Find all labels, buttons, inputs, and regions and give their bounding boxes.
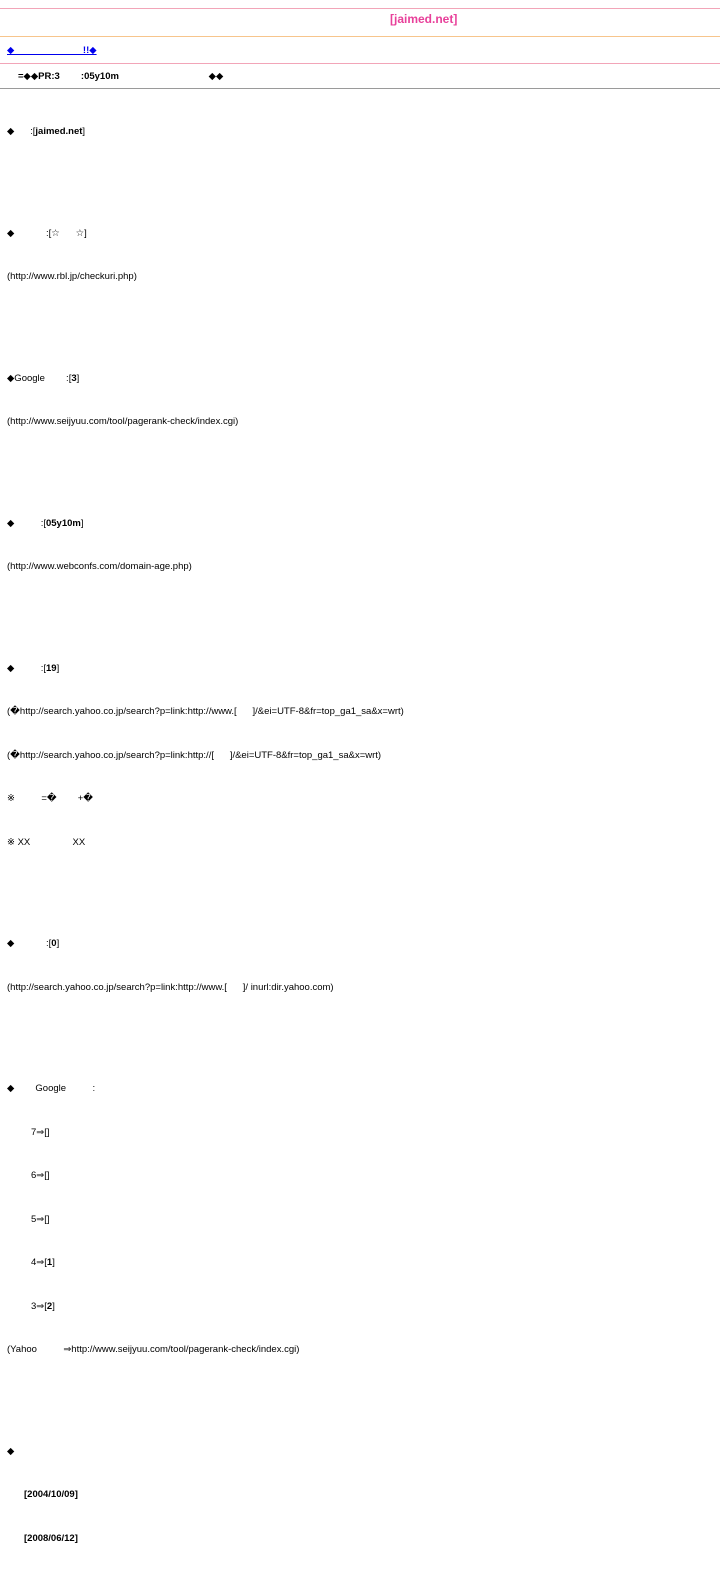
pr-row-7: 7⇒[] bbox=[31, 1126, 50, 1138]
stats-summary: =◆◆PR:3 :05y10m ◆◆ bbox=[18, 71, 224, 82]
checkuri-url: (http://www.rbl.jp/checkuri.php) bbox=[7, 271, 137, 282]
header-divider bbox=[0, 36, 720, 37]
google-dist-row: ◆ Google : bbox=[7, 1083, 96, 1094]
link-divider bbox=[0, 63, 720, 64]
google-dist-footer: (Yahoo ⇒http://www.seijyuu.com/tool/pagerank-check/index.cgi) bbox=[7, 1344, 300, 1355]
backlinks-note: ※ =� +� bbox=[7, 793, 94, 804]
domain-age-row: ◆ :[05y10m] bbox=[7, 517, 84, 529]
dir-links-url: (http://search.yahoo.co.jp/search?p=link:http://www.[ ]/ inurl:dir.yahoo.com) bbox=[7, 981, 334, 993]
top-divider bbox=[0, 8, 720, 9]
dates-diamond: ◆ bbox=[7, 1445, 15, 1457]
backlinks-row: ◆ :[19] bbox=[7, 662, 60, 674]
checkuri-row: ◆ :[☆ ☆] bbox=[7, 227, 87, 239]
backlinks-url-www: (�http://search.yahoo.co.jp/search?p=link:http://www.[ ]/&ei=UTF-8&fr=top_ga1_sa&x=wrt) bbox=[7, 706, 404, 717]
top-link[interactable]: ◆ !!◆ bbox=[7, 45, 97, 56]
pr-row-3: 3⇒[2] bbox=[31, 1300, 55, 1312]
domain-row: ◆ :[jaimed.net] bbox=[7, 126, 86, 137]
pr-row-6: 6⇒[] bbox=[31, 1170, 50, 1181]
pr-row-4: 4⇒[1] bbox=[31, 1257, 55, 1268]
domain-age-url: (http://www.webconfs.com/domain-age.php) bbox=[7, 561, 192, 572]
backlinks-note-xx: ※ XX XX bbox=[7, 836, 86, 848]
pr-row-5: 5⇒[] bbox=[31, 1213, 50, 1225]
google-pr-row: ◆Google :[3] bbox=[7, 372, 80, 384]
report-content bbox=[7, 96, 404, 1575]
stats-divider bbox=[0, 88, 720, 89]
date-first: [2004/10/09] bbox=[24, 1489, 78, 1500]
google-pr-url: (http://www.seijyuu.com/tool/pagerank-check/index.cgi) bbox=[7, 416, 239, 427]
date-second: [2008/06/12] bbox=[24, 1532, 78, 1544]
backlinks-url-root: (�http://search.yahoo.co.jp/search?p=link:http://[ ]/&ei=UTF-8&fr=top_ga1_sa&x=wrt) bbox=[7, 749, 382, 761]
dir-links-row: ◆ :[0] bbox=[7, 938, 60, 949]
site-title: [jaimed.net] bbox=[390, 12, 458, 26]
